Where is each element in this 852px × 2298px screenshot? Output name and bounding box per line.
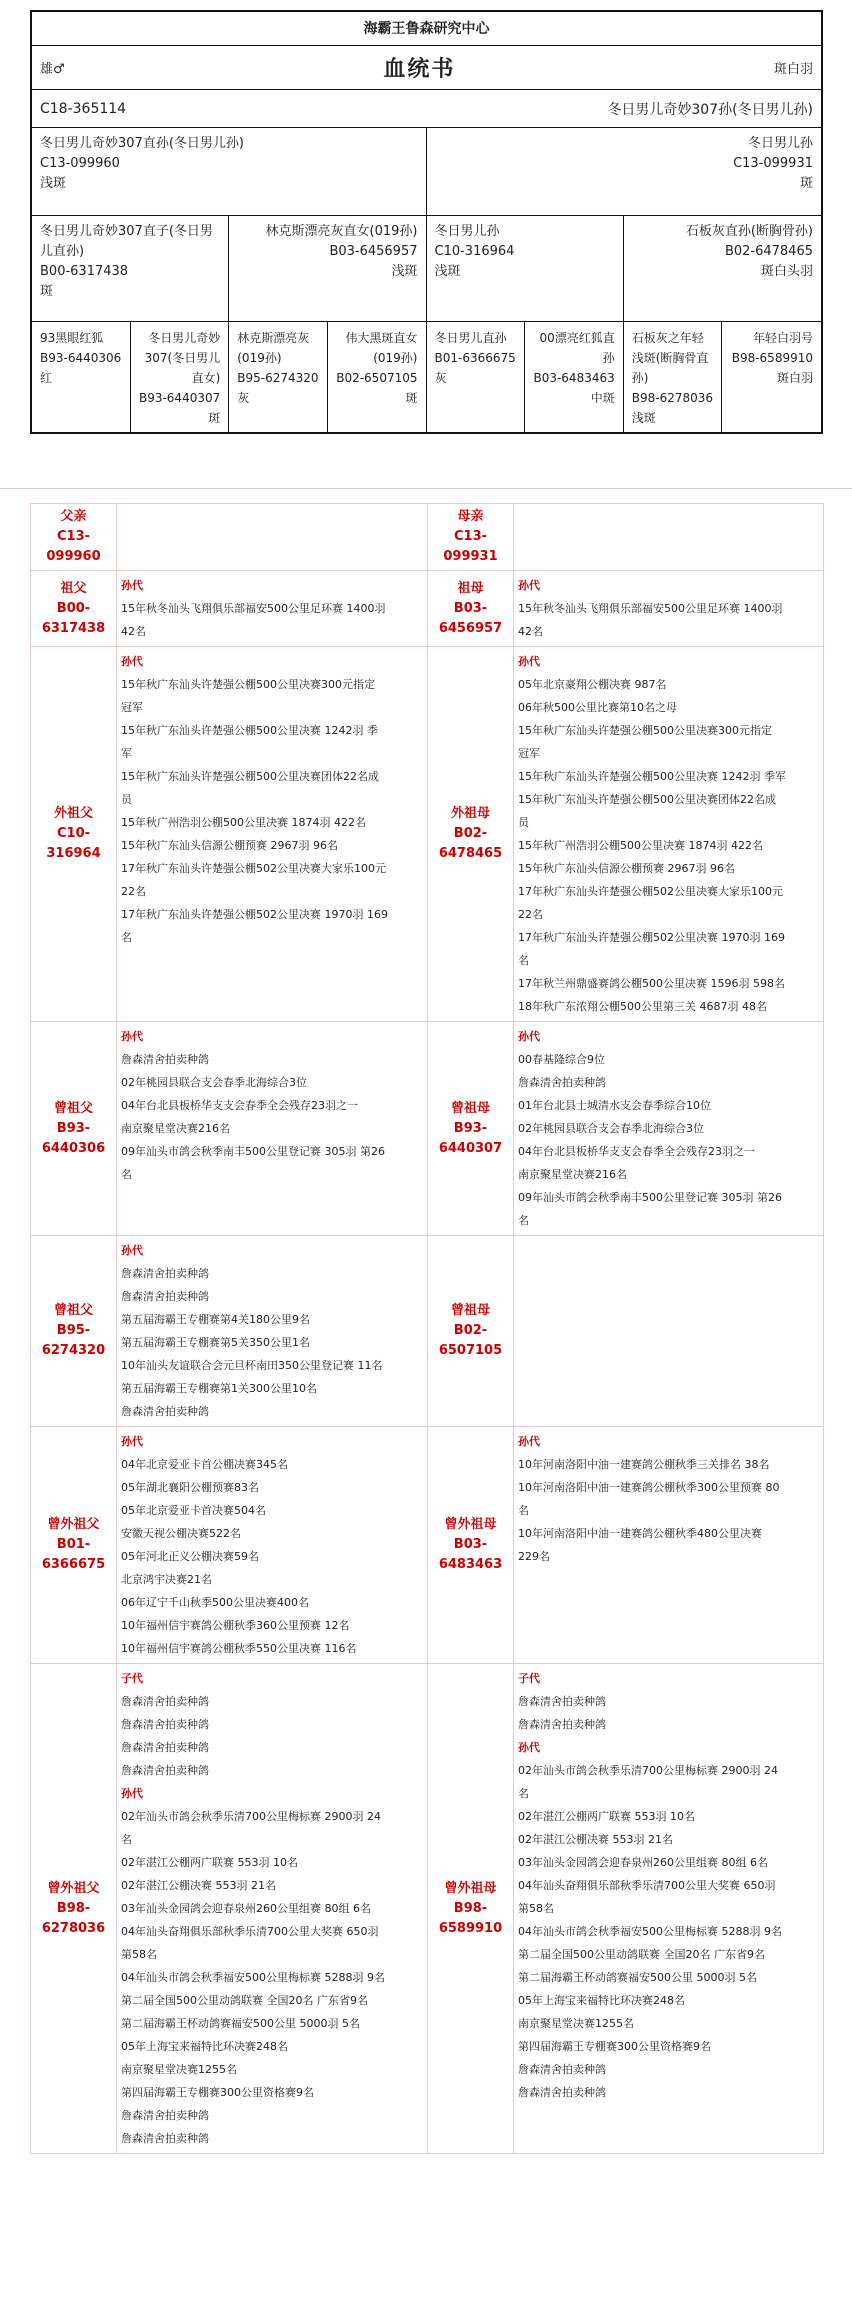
- achievement-line: 第二届海霸王杯动鸽赛福安500公里 5000羽 5名: [121, 2017, 360, 2030]
- achievement-line: 10年福州信宇赛鸽公棚秋季550公里决赛 116名: [121, 1642, 357, 1655]
- achievement-line: 军: [121, 747, 132, 760]
- sire-cell: [32, 128, 427, 215]
- achievement-line: 第五届海霸王专棚赛第4关180公里9名: [121, 1313, 310, 1326]
- g2-line: B00-6317438: [40, 264, 129, 279]
- achievement-line: 詹森清舍拍卖种鸽: [121, 1267, 209, 1280]
- g2-cell: [427, 216, 624, 321]
- ancestor-label: [31, 504, 117, 571]
- ring-number: B95-6274320: [41, 1323, 106, 1358]
- achievement-line: 詹森清舍拍卖种鸽: [518, 1076, 606, 1089]
- achievement-line: 42名: [518, 625, 543, 638]
- achievement-line: 第二届全国500公里动鸽联赛 全国20名 广东省9名: [518, 1948, 765, 1961]
- achievement-list: [117, 571, 428, 647]
- generation-label: 孙代: [121, 1244, 143, 1257]
- g3-line: 年轻白羽号: [752, 331, 813, 345]
- relation-label: 祖父: [60, 580, 87, 596]
- info-row: [31, 1022, 824, 1236]
- info-row: [31, 1236, 824, 1427]
- achievement-line: 02年湛江公棚两广联赛 553羽 10名: [518, 1810, 695, 1823]
- g3-cell: [131, 322, 230, 432]
- generation-label: 孙代: [121, 655, 143, 668]
- achievement-line: 04年汕头奋翔俱乐部秋季乐清700公里大奖赛 650羽: [121, 1925, 379, 1938]
- g3-cell: [229, 322, 328, 432]
- achievement-line: 10年河南洛阳中油一建赛鸽公棚秋季480公里决赛: [518, 1527, 762, 1540]
- ring-number: C18-365114: [40, 100, 127, 117]
- achievement-line: 18年秋广东浓翔公棚500公里第三关 4687羽 48名: [518, 1000, 767, 1013]
- achievement-line: 15年秋广东汕头许楚强公棚500公里决赛团体22名成: [121, 770, 379, 783]
- achievement-list: [514, 1236, 824, 1427]
- achievement-list: [514, 504, 824, 571]
- ancestor-label: [31, 1236, 117, 1427]
- info-row: [31, 504, 824, 571]
- g2-line: 石板灰直孙(断胸骨孙): [685, 224, 813, 239]
- achievement-line: 15年秋广东汕头许楚强公棚500公里决赛 1242羽 季军: [518, 770, 786, 783]
- g3-cell: [328, 322, 427, 432]
- g3-cell: [32, 322, 131, 432]
- relation-label: 外祖父: [53, 806, 93, 821]
- achievement-line: 第58名: [121, 1948, 157, 1961]
- achievement-list: [514, 1664, 824, 2154]
- achievement-line: 04年北京爱亚卡首公棚决赛345名: [121, 1458, 288, 1471]
- achievement-line: 名: [121, 1833, 132, 1846]
- g2-line: 浅斑: [391, 264, 418, 279]
- g3-line: 红: [40, 371, 53, 385]
- g2-line: C10-316964: [434, 244, 515, 259]
- generation-label: 孙代: [121, 1030, 143, 1043]
- achievement-list: [117, 1427, 428, 1664]
- achievement-line: 詹森清舍拍卖种鸽: [121, 2109, 209, 2122]
- achievement-line: 名: [121, 1168, 132, 1181]
- ancestor-label: [31, 1022, 117, 1236]
- g2-line: 斑: [40, 284, 54, 299]
- achievement-line: 员: [518, 816, 529, 829]
- achievement-line: 05年北京爱亚卡首决赛504名: [121, 1504, 266, 1517]
- title-row: [32, 46, 821, 90]
- achievement-list: [117, 647, 428, 1022]
- achievement-line: 15年秋广东汕头信源公棚预赛 2967羽 96名: [518, 862, 735, 875]
- achievement-line: 09年汕头市鸽会秋季南丰500公里登记赛 305羽 第26: [121, 1145, 385, 1158]
- generation-label: 孙代: [518, 1741, 540, 1754]
- achievement-line: 17年秋兰州鼎盛赛鸽公棚500公里决赛 1596羽 598名: [518, 977, 785, 990]
- ancestor-label: [428, 1664, 514, 2154]
- ring-number: B02-6478465: [438, 826, 503, 861]
- achievement-line: 05年河北正义公棚决赛59名: [121, 1550, 259, 1563]
- achievement-line: 02年汕头市鸽会秋季乐清700公里梅标赛 2900羽 24: [518, 1764, 778, 1777]
- achievement-line: 04年汕头市鸽会秋季福安500公里梅标赛 5288羽 9名: [121, 1971, 385, 1984]
- grandparents-row: [32, 216, 821, 322]
- ring-number: B00-6317438: [41, 600, 106, 636]
- ancestor-label: [31, 647, 117, 1022]
- generation-label: 孙代: [518, 579, 540, 592]
- achievement-line: 名: [518, 954, 529, 967]
- achievement-line: 名: [518, 1504, 529, 1517]
- achievement-line: 22名: [121, 885, 146, 898]
- generation-label: 孙代: [518, 655, 540, 668]
- achievement-line: 05年湖北襄阳公棚预赛83名: [121, 1481, 259, 1494]
- divider: [0, 488, 852, 489]
- g3-cell: [624, 322, 723, 432]
- ancestor-label: [31, 1664, 117, 2154]
- achievement-line: 10年河南洛阳中油一建赛鸽公棚秋季300公里预赛 80: [518, 1481, 780, 1494]
- g2-cell: [229, 216, 426, 321]
- ring-number: B98-6589910: [438, 1900, 503, 1936]
- achievement-line: 15年秋冬汕头飞翔俱乐部福安500公里足环赛 1400羽: [518, 602, 783, 615]
- ring-number: C13-099931: [443, 529, 498, 564]
- ring-number: B03-6483463: [438, 1537, 503, 1572]
- achievement-line: 名: [121, 931, 132, 944]
- generation-label: 孙代: [518, 1030, 540, 1043]
- achievement-line: 第五届海霸王专棚赛第5关350公里1名: [121, 1336, 310, 1349]
- g3-line: 冬日男儿奇妙307(冬日男儿直女): [144, 331, 221, 385]
- achievement-line: 第58名: [518, 1902, 554, 1915]
- achievement-line: 员: [121, 793, 132, 806]
- achievement-line: 10年汕头友谊联合会元旦杯南田350公里登记赛 11名: [121, 1359, 383, 1372]
- achievement-line: 詹森清舍拍卖种鸽: [121, 1053, 209, 1066]
- achievement-line: 17年秋广东汕头许楚强公棚502公里决赛 1970羽 169: [518, 931, 785, 944]
- achievement-line: 詹森清舍拍卖种鸽: [518, 1695, 606, 1708]
- achievement-line: 南京聚星堂决赛1255名: [518, 2017, 634, 2030]
- achievement-line: 09年汕头市鸽会秋季南丰500公里登记赛 305羽 第26: [518, 1191, 782, 1204]
- achievement-line: 02年桃园县联合支会春季北海综合3位: [518, 1122, 704, 1135]
- achievement-line: 15年秋广州浩羽公棚500公里决赛 1874羽 422名: [518, 839, 763, 852]
- g3-line: 93黑眼红狐: [40, 331, 104, 345]
- relation-label: 曾祖母: [450, 1303, 490, 1318]
- achievement-line: 02年湛江公棚决赛 553羽 21名: [518, 1833, 673, 1846]
- achievement-line: 05年北京豪翔公棚决赛 987名: [518, 678, 667, 691]
- relation-label: 曾祖父: [53, 1100, 93, 1116]
- g3-line: 灰: [237, 391, 250, 405]
- ring-number: B98-6278036: [41, 1900, 106, 1936]
- achievement-line: 詹森清舍拍卖种鸽: [518, 2063, 606, 2076]
- g3-line: 林克斯漂亮灰(019孙): [237, 331, 310, 365]
- achievement-line: 02年湛江公棚两广联赛 553羽 10名: [121, 1856, 298, 1869]
- sex-label: 雄♂: [40, 62, 65, 77]
- achievement-line: 南京聚星堂决赛216名: [518, 1168, 627, 1181]
- g3-line: 冬日男儿直孙: [434, 331, 507, 345]
- g3-line: 斑: [405, 391, 418, 405]
- g2-line: B02-6478465: [724, 244, 813, 259]
- g3-line: 中斑: [590, 391, 615, 405]
- achievement-line: 03年汕头金园鸽会迎春泉州260公里组赛 80组 6名: [518, 1856, 768, 1869]
- achievement-line: 詹森清舍拍卖种鸽: [121, 1290, 209, 1303]
- relation-label: 父亲: [60, 509, 87, 524]
- doc-title: 血统书: [383, 57, 456, 82]
- achievement-list: [117, 1236, 428, 1427]
- relation-label: 母亲: [457, 509, 484, 524]
- bird-name: 冬日男儿奇妙307孙(冬日男儿孙): [607, 101, 813, 118]
- achievement-line: 南京聚星堂决赛216名: [121, 1122, 230, 1135]
- generation-label: 孙代: [121, 1787, 143, 1800]
- achievement-line: 229名: [518, 1550, 550, 1563]
- achievement-line: 15年秋广东汕头许楚强公棚500公里决赛团体22名成: [518, 793, 776, 806]
- achievement-line: 17年秋广东汕头许楚强公棚502公里决赛 1970羽 169: [121, 908, 388, 921]
- g3-line: 伟大黑斑直女(019孙): [345, 331, 418, 365]
- g3-line: B03-6483463: [533, 371, 615, 385]
- achievement-list: [514, 1022, 824, 1236]
- achievement-line: 22名: [518, 908, 543, 921]
- g3-cell: [525, 322, 624, 432]
- color-label: 斑白羽: [773, 62, 813, 77]
- achievement-list: [117, 1022, 428, 1236]
- achievement-line: 第四届海霸王专棚赛300公里资格赛9名: [518, 2040, 711, 2053]
- achievement-line: 詹森清舍拍卖种鸽: [121, 2132, 209, 2145]
- relation-label: 祖母: [457, 580, 484, 596]
- g2-cell: [32, 216, 229, 321]
- achievement-line: 15年秋广东汕头许楚强公棚500公里决赛300元指定: [121, 678, 375, 691]
- achievement-line: 15年秋广东汕头信源公棚预赛 2967羽 96名: [121, 839, 338, 852]
- ancestor-label: [428, 504, 514, 571]
- achievement-list: [117, 504, 428, 571]
- g2-line: 冬日男儿孙: [434, 224, 500, 239]
- sire-ring: C13-099960: [40, 156, 120, 171]
- achievement-line: 詹森清舍拍卖种鸽: [121, 1695, 209, 1708]
- achievement-line: 02年汕头市鸽会秋季乐清700公里梅标赛 2900羽 24: [121, 1810, 381, 1823]
- achievement-line: 10年福州信宇赛鸽公棚秋季360公里预赛 12名: [121, 1619, 350, 1632]
- id-row: [32, 90, 821, 128]
- achievement-line: 第二届海霸王杯动鸽赛福安500公里 5000羽 5名: [518, 1971, 757, 1984]
- ancestor-label: [31, 571, 117, 647]
- generation-label: 子代: [518, 1672, 540, 1685]
- great-grandparents-row: [32, 322, 821, 432]
- g3-cell: [427, 322, 526, 432]
- achievement-list: [514, 1427, 824, 1664]
- achievement-line: 冠军: [121, 701, 143, 714]
- relation-label: 曾外祖父: [47, 1517, 100, 1532]
- generation-label: 孙代: [121, 1435, 143, 1448]
- sire-color: 浅斑: [40, 176, 67, 191]
- achievement-line: 第四届海霸王专棚赛300公里资格赛9名: [121, 2086, 314, 2099]
- dam-color: 斑: [799, 176, 813, 191]
- org-name: 海霸王鲁森研究中心: [363, 21, 490, 37]
- achievement-line: 詹森清舍拍卖种鸽: [121, 1741, 209, 1754]
- achievement-line: 01年台北县士城清水支会春季综合10位: [518, 1099, 711, 1112]
- achievement-line: 17年秋广东汕头许楚强公棚502公里决赛大家乐100元: [518, 885, 783, 898]
- ancestor-label: [428, 1022, 514, 1236]
- pedigree-chart: [30, 10, 823, 434]
- g2-line: 斑白头羽: [760, 264, 813, 279]
- achievement-line: 詹森清舍拍卖种鸽: [121, 1405, 209, 1418]
- org-row: [32, 12, 821, 46]
- ring-number: B01-6366675: [41, 1537, 106, 1572]
- ancestor-label: [428, 571, 514, 647]
- relation-label: 曾外祖母: [444, 1880, 497, 1896]
- relation-label: 外祖母: [450, 806, 490, 821]
- sire-name: 冬日男儿奇妙307直孙(冬日男儿孙): [40, 136, 244, 151]
- g3-line: 石板灰之年轻浅斑(断胸骨直孙): [631, 331, 709, 385]
- achievement-line: 安徽天视公棚决赛522名: [121, 1527, 241, 1540]
- achievement-line: 06年秋500公里比赛第10名之母: [518, 701, 677, 714]
- g3-line: 灰: [434, 371, 447, 385]
- achievement-line: 第二届全国500公里动鸽联赛 全国20名 广东省9名: [121, 1994, 368, 2007]
- g3-line: B98-6278036: [631, 391, 714, 405]
- achievement-line: 04年汕头奋翔俱乐部秋季乐清700公里大奖赛 650羽: [518, 1879, 776, 1892]
- ring-number: B02-6507105: [438, 1323, 503, 1358]
- achievement-line: 詹森清舍拍卖种鸽: [121, 1718, 209, 1731]
- achievement-list: [514, 571, 824, 647]
- ring-number: C10-316964: [46, 826, 101, 861]
- relation-label: 曾外祖母: [444, 1517, 497, 1532]
- achievement-line: 00春基隆综合9位: [518, 1053, 605, 1066]
- achievement-list: [514, 647, 824, 1022]
- generation-label: 孙代: [518, 1435, 540, 1448]
- achievement-line: 15年秋广东汕头许楚强公棚500公里决赛 1242羽 季: [121, 724, 378, 737]
- ancestor-label: [428, 1427, 514, 1664]
- achievement-line: 04年汕头市鸽会秋季福安500公里梅标赛 5288羽 9名: [518, 1925, 782, 1938]
- dam-cell: [427, 128, 822, 215]
- info-row: [31, 1664, 824, 2154]
- generation-label: 子代: [121, 1672, 143, 1685]
- achievement-line: 04年台北县板桥华支支会春季全会残存23羽之一: [518, 1145, 755, 1158]
- ancestor-label: [428, 647, 514, 1022]
- g3-line: B02-6507105: [336, 371, 418, 385]
- g3-line: B98-6589910: [731, 351, 813, 365]
- info-row: [31, 571, 824, 647]
- ancestor-label: [428, 1236, 514, 1427]
- achievement-line: 03年汕头金园鸽会迎春泉州260公里组赛 80组 6名: [121, 1902, 371, 1915]
- achievement-line: 06年辽宁千山秋季500公里决赛400名: [121, 1596, 309, 1609]
- ring-number: C13-099960: [46, 529, 101, 564]
- parents-row: [32, 128, 821, 216]
- achievement-line: 15年秋冬汕头飞翔俱乐部福安500公里足环赛 1400羽: [121, 602, 386, 615]
- g3-line: B93-6440307: [138, 391, 221, 405]
- relation-label: 曾祖母: [450, 1100, 490, 1116]
- g2-cell: [624, 216, 821, 321]
- achievement-line: 詹森清舍拍卖种鸽: [518, 2086, 606, 2099]
- achievement-line: 第五届海霸王专棚赛第1关300公里10名: [121, 1382, 317, 1395]
- relation-label: 曾外祖父: [47, 1880, 100, 1896]
- generation-label: 孙代: [121, 579, 143, 592]
- g3-line: 斑: [208, 411, 221, 425]
- achievement-line: 17年秋广东汕头许楚强公棚502公里决赛大家乐100元: [121, 862, 386, 875]
- achievement-line: 名: [518, 1214, 529, 1227]
- achievement-line: 冠军: [518, 747, 540, 760]
- g3-cell: [722, 322, 821, 432]
- achievement-line: 15年秋广州浩羽公棚500公里决赛 1874羽 422名: [121, 816, 366, 829]
- info-row: [31, 1427, 824, 1664]
- g3-line: 斑白羽: [776, 371, 813, 385]
- ring-number: B03-6456957: [438, 600, 503, 636]
- achievement-line: 02年湛江公棚决赛 553羽 21名: [121, 1879, 276, 1892]
- achievement-line: 05年上海宝来福特比环决赛248名: [121, 2040, 288, 2053]
- relation-label: 曾祖父: [53, 1303, 93, 1318]
- achievement-line: 南京聚星堂决赛1255名: [121, 2063, 237, 2076]
- achievement-line: 詹森清舍拍卖种鸽: [518, 1718, 606, 1731]
- g2-line: 冬日男儿奇妙307直子(冬日男儿直孙): [40, 224, 213, 259]
- ancestor-label: [31, 1427, 117, 1664]
- g3-line: 00漂亮红狐直孙: [539, 331, 615, 365]
- g3-line: B95-6274320: [237, 371, 319, 385]
- dam-name: 冬日男儿孙: [747, 136, 813, 151]
- g3-line: 浅斑: [631, 411, 656, 425]
- g3-line: B93-6440306: [40, 351, 122, 365]
- ancestry-info-table: [30, 503, 824, 2154]
- g2-line: B03-6456957: [329, 244, 418, 259]
- achievement-line: 詹森清舍拍卖种鸽: [121, 1764, 209, 1777]
- achievement-line: 04年台北县板桥华支支会春季全会残存23羽之一: [121, 1099, 358, 1112]
- achievement-line: 02年桃园县联合支会春季北海综合3位: [121, 1076, 307, 1089]
- info-row: [31, 647, 824, 1022]
- dam-ring: C13-099931: [733, 156, 813, 171]
- g2-line: 林克斯漂亮灰直女(019孙): [265, 224, 418, 239]
- achievement-line: 10年河南洛阳中油一建赛鸽公棚秋季三关排名 38名: [518, 1458, 770, 1471]
- ring-number: B93-6440306: [41, 1120, 106, 1156]
- achievement-line: 42名: [121, 625, 146, 638]
- achievement-line: 05年上海宝来福特比环决赛248名: [518, 1994, 685, 2007]
- g2-line: 浅斑: [434, 264, 461, 279]
- ring-number: B93-6440307: [438, 1120, 503, 1156]
- achievement-line: 北京鸿宇决赛21名: [121, 1573, 212, 1586]
- g3-line: B01-6366675: [434, 351, 516, 365]
- achievement-line: 名: [518, 1787, 529, 1800]
- achievement-line: 15年秋广东汕头许楚强公棚500公里决赛300元指定: [518, 724, 772, 737]
- achievement-list: [117, 1664, 428, 2154]
